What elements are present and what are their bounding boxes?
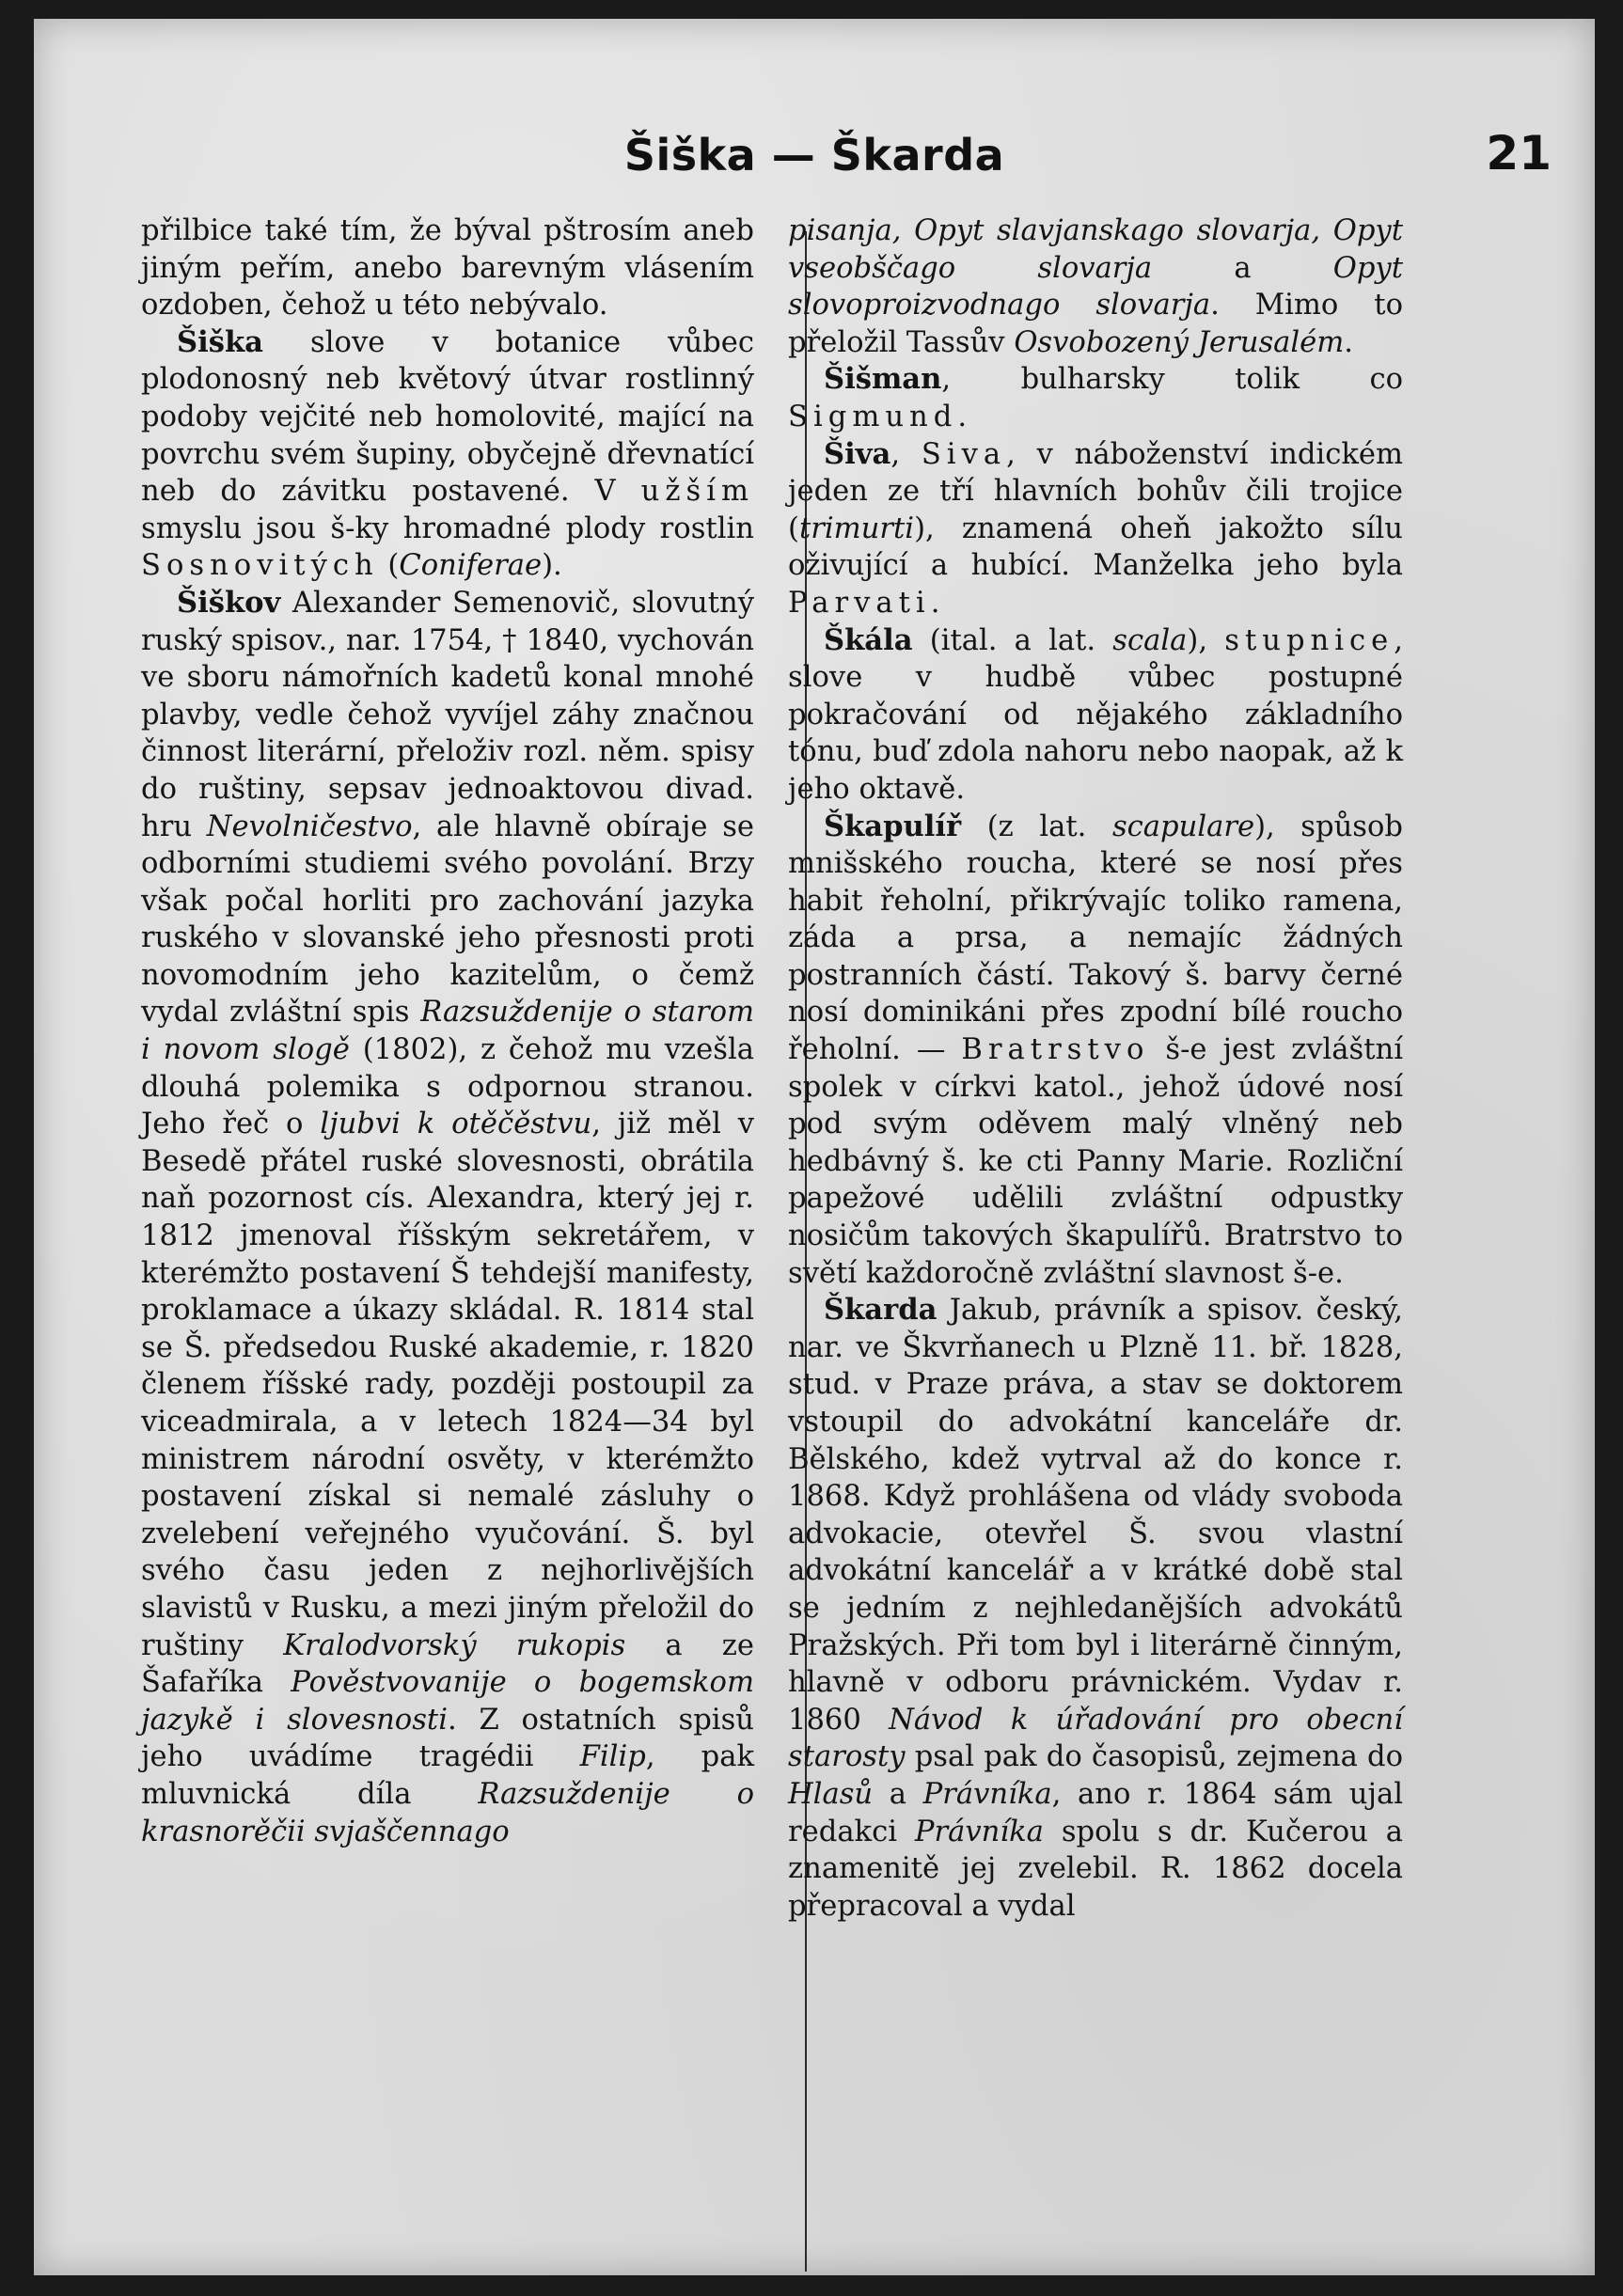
text-run: Sigmund xyxy=(788,400,958,433)
text-run: a ze Šafaříka xyxy=(141,1628,754,1700)
entry-headword: Škarda xyxy=(824,1293,938,1328)
text-run: Razsuždenije o starom i novom slogě xyxy=(141,996,755,1067)
text-run: a xyxy=(1152,251,1333,285)
text-run: Pověstvovanije o bogemskom jazykě i slovesnosti xyxy=(141,1666,754,1737)
entry-headword: Škapulíř xyxy=(824,809,962,843)
text-run: , již měl v Besedě přátel ruské slovesnosti, obrátila naň pozornost cís. Alexandra, který jej r. 1812 jmenoval říšským sekretářem, v kterémžto postavení Š tehdejší manifesty, proklamace a úkazy skládal. R. 1814 stal se Š. předsedou Ruské akademie, r. 1820 členem říšské rady, později postoupil za viceadmirala, a v letech 1824—34 byl ministrem národní osvěty, v kterémžto postavení získal si nemalé zásluhy o zvelebení veřejného vyučování. Š. byl svého času jeden z nejhorlivějších slavistů v Rusku, a mezi jiným přeložil do ruštiny xyxy=(141,1108,754,1662)
text-run: Alexander Semenovič, slovutný ruský spisov., nar. 1754, † 1840, vychován ve sboru námořních kadetů konal mnohé plavby, vedle čehož vyvíjel záhy značnou činnost literární, přeloživ rozl. něm. spisy do ruštiny, sepsav jednoaktovou divad. hru xyxy=(141,586,754,843)
text-run: trimurti xyxy=(798,511,915,545)
text-run: Coniferae xyxy=(399,549,543,583)
text-run: . xyxy=(1344,325,1354,359)
text-run: Filip xyxy=(579,1740,646,1774)
paragraph xyxy=(141,585,754,1850)
entry-headword: Škála xyxy=(824,622,913,657)
text-run: slove v botanice vůbec plodonosný neb květový útvar rostlinný podoby vejčité neb homolovité, mající na povrchu svém šupiny, obyčejně dřevnatící neb do závitku postavené. V xyxy=(141,325,754,509)
text-run: stupnice xyxy=(1224,623,1395,657)
text-run: ). xyxy=(542,549,562,583)
entry-headword: Šišman xyxy=(824,362,942,397)
paragraph xyxy=(788,809,1403,1293)
text-run: ljubvi k otěčěstvu xyxy=(320,1108,592,1141)
paragraph xyxy=(141,212,754,324)
text-run: přilbice také tím, že býval pštrosím aneb jiným peřím, anebo barevným vlásením ozdoben, čehož u této nebývalo. xyxy=(141,214,754,322)
entry-headword: Šiška xyxy=(177,324,263,359)
text-run: užším xyxy=(640,475,754,509)
text-run: , ano r. 1864 sám ujal redakci xyxy=(788,1777,1403,1848)
text-run: Právníka xyxy=(922,1777,1052,1811)
entry-headword: Šiškov xyxy=(177,585,281,620)
text-run: Jakub, právník a spisov. český, nar. ve Škvrňanech u Plzně 11. bř. 1828, stud. v Praze práva, a stav se doktorem vstoupil do advokátní kanceláře dr. Bělského, kdež vytrval až do konce r. 1868. Když prohlášena od vlády svoboda advokacie, otevřel Š. svou vlastní advokátní kancelář a v krátké době stal se jedním z nejhledanějších advokátů Pražských. Při tom byl i literárně činným, hlavně v odboru právnickém. Vydav r. 1860 xyxy=(788,1294,1403,1737)
paragraph xyxy=(141,324,754,585)
text-run: Právníka xyxy=(914,1815,1044,1848)
text-run: Návod k úřadování pro obecní starosty xyxy=(788,1703,1403,1774)
text-run: a xyxy=(873,1777,923,1811)
text-run: ( xyxy=(378,549,400,583)
text-run: Sosnovitých xyxy=(141,549,379,583)
text-run: smyslu jsou š-ky hromadné plody rostlin xyxy=(141,511,754,545)
text-run: ), spůsob mnišského roucha, které se nosí přes habit řeholní, přikrývajíc toliko ramena, záda a prsa, a nemajíc žádných postranních částí. Takový š. barvy černé nosí dominikáni přes zpodní bílé roucho řeholní. — xyxy=(788,810,1404,1067)
text-run: , ale hlavně obíraje se odborními studiemi svého povolání. Brzy však počal horliti pro zachování jazyka ruského v slovanské jeho přesnosti proti novomodním jeho kazitelům, o čemž vydal zvláštní spis xyxy=(141,810,755,1030)
text-run: ), xyxy=(1187,623,1225,657)
text-run: spolu s dr. Kučerou a znamenitě jej zvelebil. R. 1862 docela přepracoval a vydal xyxy=(788,1815,1403,1923)
paragraph xyxy=(788,436,1403,622)
text-run: (z lat. xyxy=(961,810,1112,843)
text-run: , slove v hudbě vůbec postupné pokračování od nějakého základního tónu, buď zdola nahoru nebo naopak, až k jeho oktavě. xyxy=(788,623,1403,806)
text-run: . Z ostatních spisů jeho uvádíme tragédii xyxy=(141,1703,755,1774)
running-title: Šiška — Škarda xyxy=(623,130,1005,181)
text-run: , v náboženství indickém jeden ze tří hlavních bohův čili trojice ( xyxy=(788,437,1404,545)
text-run: Bratrstvo xyxy=(961,1033,1150,1067)
text-run: , bulharsky tolik co xyxy=(941,363,1403,397)
text-run: Osvobozený Jerusalém xyxy=(1014,325,1345,359)
text-run: Parvati xyxy=(788,586,931,620)
paragraph xyxy=(788,622,1403,809)
text-run: pisanja, Opyt slavjanskago slovarja, Opyt vseobščago slovarja xyxy=(788,214,1403,285)
text-run: scapulare xyxy=(1111,810,1255,843)
left-column xyxy=(141,212,754,1850)
text-run: (1802), z čehož mu vzešla dlouhá polemika s odpornou stranou. Jeho řeč o xyxy=(141,1033,755,1141)
text-run: psal pak do časopisů, zejmena do xyxy=(905,1740,1403,1774)
text-run: (ital. a lat. xyxy=(912,623,1113,657)
text-run: Kralodvorský rukopis xyxy=(283,1628,626,1662)
text-run: Opyt slovoproizvodnago slovarja xyxy=(788,251,1403,322)
text-run: Razsuždenije o krasnorěčii svjaščennago xyxy=(141,1777,755,1848)
text-run: ), znamená oheň jakožto sílu oživující a hubící. Manželka jeho byla xyxy=(788,511,1403,583)
text-run: Nevolničestvo xyxy=(206,810,413,843)
text-run: . xyxy=(957,400,968,433)
text-run: , xyxy=(890,437,922,471)
paragraph xyxy=(788,361,1403,435)
text-run: š-e jest zvláštní spolek v církvi katol., jehož údové nosí pod svým oděvem malý vlněný neb hedbávný š. ke cti Panny Marie. Rozliční papežové udělili zvláštní odpustky nosičům takových škapulířů. Bratrstvo to světí každoročně zvláštní slavnost š-e. xyxy=(788,1033,1403,1290)
text-run: Hlasů xyxy=(788,1777,874,1811)
text-run: . Mimo to přeložil Tassův xyxy=(788,289,1403,359)
paragraph xyxy=(788,1292,1403,1925)
text-run: Siva xyxy=(921,437,1007,471)
page-header xyxy=(34,109,1595,184)
right-column xyxy=(788,212,1403,1925)
paragraph xyxy=(788,212,1403,361)
text-run: , pak mluvnická díla xyxy=(141,1740,754,1811)
page-number: 21 xyxy=(1486,126,1552,181)
text-run: scala xyxy=(1112,623,1188,657)
entry-headword: Šiva xyxy=(824,436,891,471)
text-run: . xyxy=(930,586,940,620)
